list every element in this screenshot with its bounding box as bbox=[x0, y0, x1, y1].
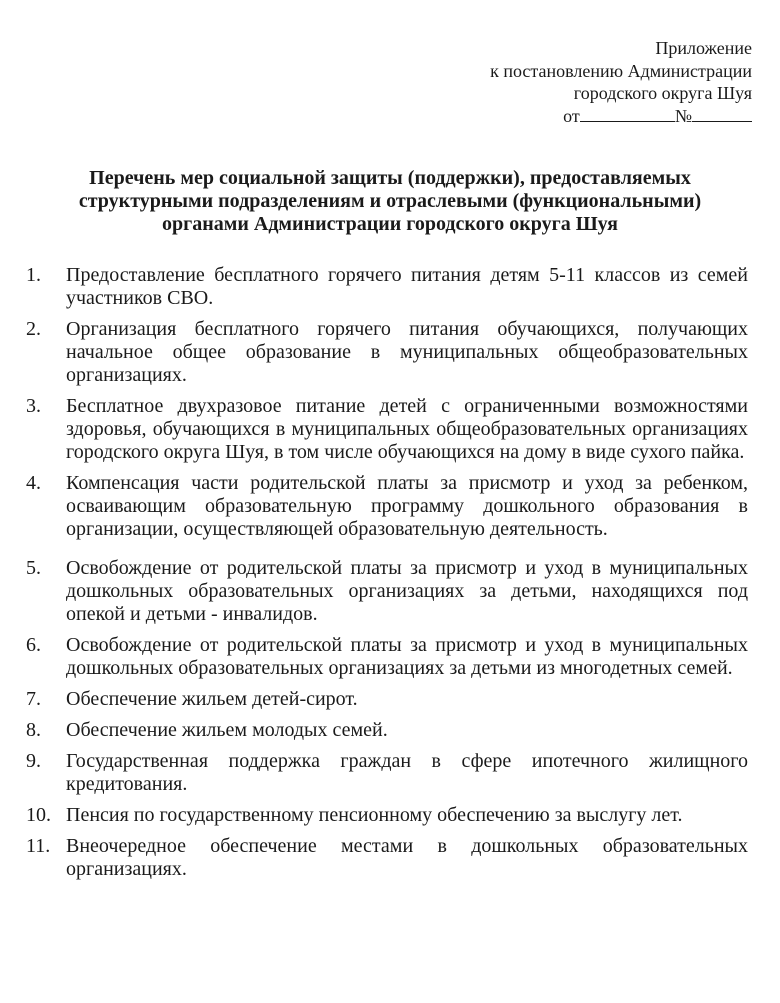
list-item-number: 3. bbox=[26, 395, 41, 417]
title-line-2: структурными подразделениям и отраслевыми (функциональными) bbox=[78, 190, 702, 212]
list-item-number: 8. bbox=[26, 719, 41, 741]
list-item-number: 6. bbox=[26, 634, 41, 656]
list-item bbox=[26, 634, 748, 680]
list-item-number: 2. bbox=[26, 318, 41, 340]
list-item-number: 1. bbox=[26, 264, 41, 286]
list-item bbox=[26, 835, 748, 881]
list-item-text: Организация бесплатного горячего питания обучающихся, получающих начальное общее образование в муниципальных общеобразовательных организациях. bbox=[66, 318, 748, 386]
list-item-number: 4. bbox=[26, 472, 41, 494]
appendix-label: Приложение bbox=[655, 38, 752, 58]
date-prefix: от bbox=[563, 105, 580, 126]
date-blank bbox=[580, 105, 675, 122]
title-line-1: Перечень мер социальной защиты (поддержки), предоставляемых bbox=[89, 167, 691, 189]
measures-list bbox=[26, 264, 748, 889]
list-item-text: Предоставление бесплатного горячего питания детям 5-11 классов из семей участников СВО. bbox=[66, 264, 748, 309]
list-item-number: 9. bbox=[26, 750, 41, 772]
number-blank bbox=[692, 105, 752, 122]
list-item bbox=[26, 318, 748, 387]
appendix-district: городского округа Шуя bbox=[573, 83, 752, 103]
list-item bbox=[26, 750, 748, 796]
list-item-number: 7. bbox=[26, 688, 41, 710]
list-item-text: Обеспечение жильем молодых семей. bbox=[66, 719, 388, 741]
list-item bbox=[26, 264, 748, 310]
appendix-date-number-line bbox=[490, 105, 752, 128]
list-item-text: Государственная поддержка граждан в сфере ипотечного жилищного кредитования. bbox=[66, 750, 748, 795]
list-item bbox=[26, 557, 748, 626]
list-item bbox=[26, 395, 748, 464]
list-item-text: Бесплатное двухразовое питание детей с ограниченными возможностями здоровья, обучающихся в муниципальных общеобразовательных организациях городского округа Шуя, в том числе обучающихся на дому в виде сухого пайка. bbox=[66, 395, 748, 463]
list-item-text: Внеочередное обеспечение местами в дошкольных образовательных организациях. bbox=[66, 835, 748, 880]
list-item-text: Освобождение от родительской платы за присмотр и уход в муниципальных дошкольных образовательных организациях за детьми из многодетных семей. bbox=[66, 634, 748, 679]
document-title bbox=[30, 167, 750, 236]
list-item-number: 10. bbox=[26, 804, 51, 826]
list-item-text: Освобождение от родительской платы за присмотр и уход в муниципальных дошкольных образовательных организациях за детьми, находящихся под опекой и детьми - инвалидов. bbox=[66, 557, 748, 625]
list-item bbox=[26, 804, 748, 827]
list-item-number: 11. bbox=[26, 835, 51, 857]
list-item-text: Обеспечение жильем детей-сирот. bbox=[66, 688, 358, 710]
list-item bbox=[26, 472, 748, 541]
list-item-text: Компенсация части родительской платы за присмотр и уход за ребенком, осваивающим образовательную программу дошкольного образования в организации, осуществляющей образовательную деятельность. bbox=[66, 472, 748, 540]
appendix-header bbox=[490, 37, 752, 127]
number-sign: № bbox=[674, 105, 692, 126]
list-item bbox=[26, 688, 748, 711]
list-item-number: 5. bbox=[26, 557, 41, 579]
list-item-text: Пенсия по государственному пенсионному обеспечению за выслугу лет. bbox=[66, 804, 683, 826]
title-line-3: органами Администрации городского округа Шуя bbox=[162, 213, 618, 235]
appendix-resolution-ref: к постановлению Администрации bbox=[490, 60, 752, 81]
list-item bbox=[26, 719, 748, 742]
